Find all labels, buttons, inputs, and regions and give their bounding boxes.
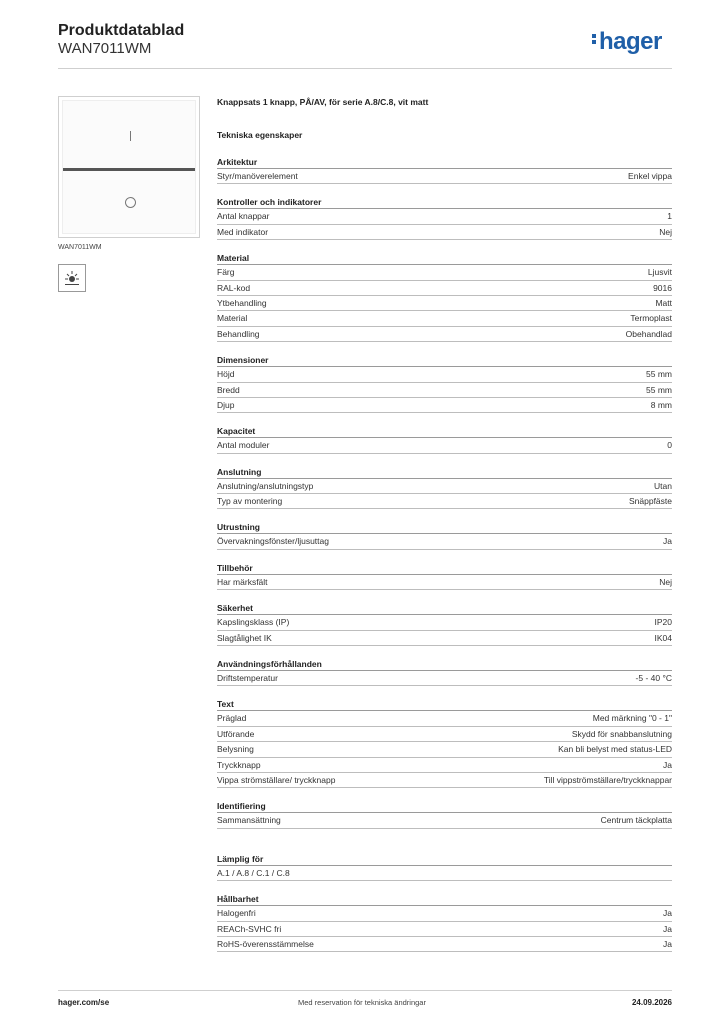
spec-value: Ljusvit <box>647 267 672 278</box>
section-title: Kapacitet <box>217 423 672 438</box>
spec-value: 0 <box>667 440 672 451</box>
spec-label: Utförande <box>217 728 255 739</box>
spec-label: Bredd <box>217 384 240 395</box>
spec-label: Har märksfält <box>217 576 268 587</box>
spec-label: Typ av montering <box>217 496 283 507</box>
footer-date: 24.09.2026 <box>631 998 672 1007</box>
spec-value: -5 - 40 °C <box>635 673 672 684</box>
spec-value: Enkel vippa <box>628 171 672 181</box>
spec-label: Behandling <box>217 328 260 339</box>
spec-row <box>217 773 672 788</box>
spec-section <box>217 560 672 590</box>
spec-label: Övervakningsfönster/ljusuttag <box>217 536 329 547</box>
switch-plate <box>62 100 196 234</box>
spec-value: Ja <box>663 536 672 547</box>
spec-section <box>217 656 672 686</box>
spec-row <box>217 742 672 757</box>
spec-value: Ja <box>663 923 672 934</box>
spec-row <box>217 479 672 494</box>
spec-label: Präglad <box>217 713 247 724</box>
specs-heading: Tekniska egenskaper <box>217 130 303 140</box>
spec-row <box>217 866 672 881</box>
spec-section <box>217 464 672 510</box>
section-title: Utrustning <box>217 519 672 534</box>
rocker-divider <box>63 168 195 171</box>
spec-row <box>217 575 672 590</box>
spec-row <box>217 671 672 686</box>
spec-row <box>217 265 672 280</box>
spec-row <box>217 311 672 326</box>
spec-value: Med märkning "0 - 1" <box>592 713 672 724</box>
spec-label: RAL-kod <box>217 282 251 293</box>
spec-value: 55 mm <box>646 369 672 380</box>
spec-value: Ja <box>663 908 672 919</box>
spec-value: Utan <box>654 480 672 491</box>
spec-label: Höjd <box>217 369 235 380</box>
spec-label: Material <box>217 313 248 324</box>
footer-divider <box>58 990 672 991</box>
spec-value: Ja <box>663 759 672 770</box>
spec-label: Belysning <box>217 744 254 755</box>
spec-row <box>217 711 672 726</box>
section-title: Kontroller och indikatorer <box>217 194 672 209</box>
spec-value: Matt <box>655 297 672 308</box>
spec-value: Nej <box>659 226 672 237</box>
spec-section <box>217 154 672 184</box>
spec-label: Anslutning/anslutningstyp <box>217 480 314 491</box>
spec-label: Styr/manöverelement <box>217 171 298 181</box>
spec-label: Driftstemperatur <box>217 673 278 684</box>
spec-value: IP20 <box>654 617 672 628</box>
hager-logo <box>592 28 662 56</box>
spec-row <box>217 367 672 382</box>
spec-value: 9016 <box>653 282 672 293</box>
off-mark <box>125 197 136 208</box>
spec-row <box>217 631 672 646</box>
spec-label: Slagtålighet IK <box>217 632 272 643</box>
spec-label: Med indikator <box>217 226 269 237</box>
section-title: Hållbarhet <box>217 891 672 906</box>
spec-value: Kan bli belyst med status-LED <box>558 744 672 755</box>
logo-dots <box>592 32 597 46</box>
product-image <box>58 96 200 238</box>
spec-label: Halogenfri <box>217 908 256 919</box>
spec-row <box>217 398 672 413</box>
spec-label: Tryckknapp <box>217 759 261 770</box>
spec-value: Obehandlad <box>625 328 672 339</box>
spec-row <box>217 296 672 311</box>
spec-label: Kapslingsklass (IP) <box>217 617 290 628</box>
section-title: Tillbehör <box>217 560 672 575</box>
section-title: Anslutning <box>217 464 672 479</box>
spec-row <box>217 383 672 398</box>
spec-row <box>217 327 672 342</box>
image-caption: WAN7011WM <box>58 244 102 251</box>
spec-row <box>217 727 672 742</box>
spec-section <box>217 352 672 413</box>
spec-label: Antal knappar <box>217 211 270 222</box>
section-title: Dimensioner <box>217 352 672 367</box>
section-title: Lämplig för <box>217 851 672 866</box>
spec-section <box>217 600 672 646</box>
spec-value: 1 <box>667 211 672 222</box>
header-divider <box>58 68 672 69</box>
section-title: Material <box>217 250 672 265</box>
spec-section <box>217 250 672 342</box>
spec-row <box>217 494 672 509</box>
spec-row <box>217 534 672 549</box>
spec-section <box>217 423 672 453</box>
section-title: Arkitektur <box>217 154 672 169</box>
spec-label: A.1 / A.8 / C.1 / C.8 <box>217 867 290 878</box>
spec-label: Djup <box>217 399 235 410</box>
spec-row <box>217 169 672 184</box>
spec-section <box>217 519 672 549</box>
spec-sections <box>217 154 672 952</box>
spec-label: Färg <box>217 267 235 278</box>
spec-row <box>217 906 672 921</box>
spec-value: Skydd för snabbanslutning <box>571 728 672 739</box>
spec-row <box>217 438 672 453</box>
spec-section <box>217 696 672 788</box>
product-code: WAN7011WM <box>58 40 152 57</box>
spec-value: Till vippströmställare/tryckknappar <box>543 774 672 785</box>
footer-website: hager.com/se <box>58 998 110 1007</box>
spec-value: Centrum täckplatta <box>600 815 672 826</box>
section-title: Identifiering <box>217 798 672 813</box>
document-title: Produktdatablad <box>58 22 185 39</box>
spec-label: Ytbehandling <box>217 297 267 308</box>
section-title: Säkerhet <box>217 600 672 615</box>
footer-note: Med reservation för tekniska ändringar <box>298 998 426 1007</box>
product-description: Knappsats 1 knapp, PÅ/AV, för serie A.8/C.8, vit matt <box>217 97 429 107</box>
logo-text: hager <box>599 28 662 55</box>
spec-label: Sammansättning <box>217 815 281 826</box>
spec-section <box>217 798 672 828</box>
spec-row <box>217 813 672 828</box>
spec-label: RoHS-överensstämmelse <box>217 938 314 949</box>
spec-row <box>217 281 672 296</box>
section-title: Text <box>217 696 672 711</box>
spec-row <box>217 209 672 224</box>
spec-value: Termoplast <box>630 313 672 324</box>
spec-label: REACh-SVHC fri <box>217 923 282 934</box>
light-indicator-icon <box>58 264 86 292</box>
on-mark <box>130 131 131 141</box>
spec-section <box>217 851 672 881</box>
spec-value: Ja <box>663 938 672 949</box>
spec-value: IK04 <box>654 632 672 643</box>
spec-row <box>217 615 672 630</box>
spec-row <box>217 758 672 773</box>
spec-section <box>217 891 672 952</box>
spec-section <box>217 194 672 240</box>
spec-row <box>217 937 672 952</box>
spec-label: Antal moduler <box>217 440 270 451</box>
spec-value: 55 mm <box>646 384 672 395</box>
spec-label: Vippa strömställare/ tryckknapp <box>217 774 336 785</box>
spec-value: Snäppfäste <box>628 496 672 507</box>
specs-column <box>217 96 672 952</box>
spec-row <box>217 922 672 937</box>
spec-value: 8 mm <box>650 399 672 410</box>
spec-value: Nej <box>659 576 672 587</box>
spec-row <box>217 225 672 240</box>
section-title: Användningsförhållanden <box>217 656 672 671</box>
